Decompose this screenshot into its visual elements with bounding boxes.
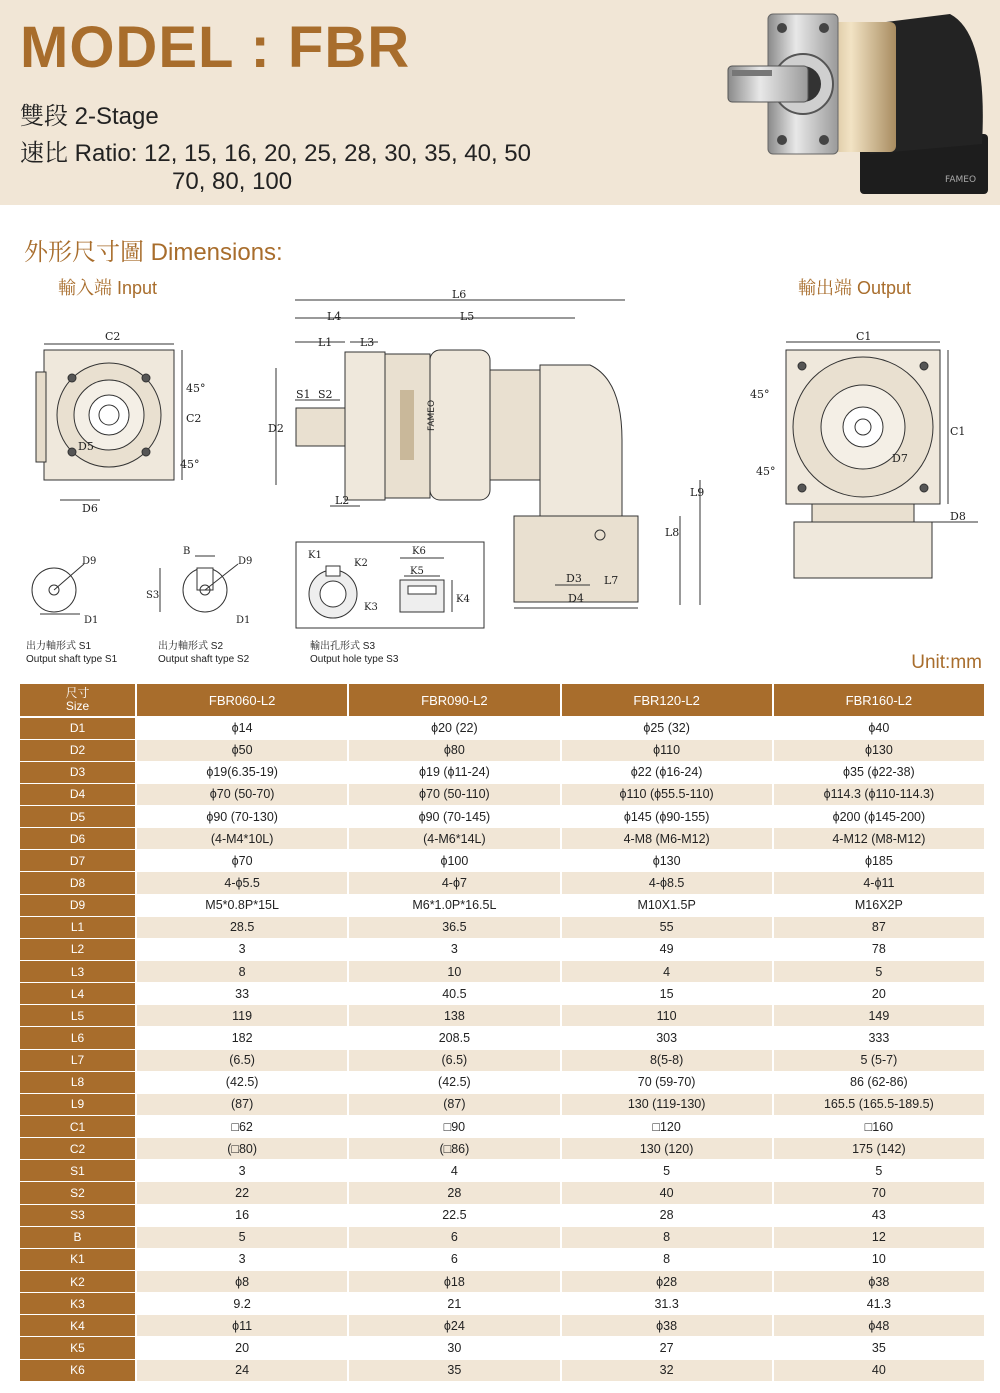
table-cell: 30 — [348, 1337, 560, 1359]
row-label: D2 — [19, 739, 136, 761]
table-row — [19, 1071, 985, 1093]
table-row — [19, 1359, 985, 1381]
table-cell: 40 — [773, 1359, 985, 1381]
table-cell: ϕ80 — [348, 739, 560, 761]
label-l1: L1 — [318, 336, 333, 349]
output-side-label: 輸出端 Output — [798, 278, 912, 298]
header-band — [0, 0, 1000, 205]
label-s2: S2 — [318, 388, 333, 401]
dimension-drawings — [0, 280, 1000, 680]
row-label: L4 — [19, 983, 136, 1005]
table-cell: (42.5) — [348, 1071, 560, 1093]
table-cell: (4-M4*10L) — [136, 828, 348, 850]
table-cell: ϕ18 — [348, 1271, 560, 1293]
table-cell: (87) — [136, 1093, 348, 1115]
label-k6: K6 — [412, 546, 426, 557]
label-d7: D7 — [892, 452, 908, 465]
label-45-out-upper: 45° — [750, 388, 770, 401]
label-d1-s1: D1 — [84, 615, 99, 626]
table-row — [19, 717, 985, 739]
table-row — [19, 894, 985, 916]
table-cell: ϕ22 (ϕ16-24) — [561, 761, 773, 783]
caption-s2-cn: 出力軸形式 S2 — [158, 641, 224, 652]
row-label: L7 — [19, 1049, 136, 1071]
table-cell: 4-ϕ7 — [348, 872, 560, 894]
label-s3: S3 — [146, 590, 160, 601]
label-l2: L2 — [335, 494, 350, 507]
table-cell: □62 — [136, 1116, 348, 1138]
table-cell: ϕ19(6.35-19) — [136, 761, 348, 783]
table-row — [19, 1271, 985, 1293]
table-cell: 40.5 — [348, 983, 560, 1005]
label-45-lower: 45° — [180, 458, 200, 471]
row-label: L5 — [19, 1005, 136, 1027]
caption-s3-en: Output hole type S3 — [310, 654, 399, 665]
row-label: L3 — [19, 961, 136, 983]
table-cell: 10 — [773, 1248, 985, 1270]
table-cell: 175 (142) — [773, 1138, 985, 1160]
row-label: K3 — [19, 1293, 136, 1315]
table-cell: 20 — [136, 1337, 348, 1359]
table-row — [19, 1093, 985, 1115]
gearbox-product-photo — [720, 4, 990, 200]
table-row — [19, 961, 985, 983]
row-label: D6 — [19, 828, 136, 850]
table-row — [19, 761, 985, 783]
row-label: K2 — [19, 1271, 136, 1293]
brand-mark: FAMEO — [945, 175, 977, 185]
label-k5: K5 — [410, 566, 424, 577]
size-header-cn: 尺寸 — [65, 686, 90, 700]
table-cell: (6.5) — [136, 1049, 348, 1071]
label-l6: L6 — [452, 288, 467, 301]
table-cell: (87) — [348, 1093, 560, 1115]
table-cell: 31.3 — [561, 1293, 773, 1315]
table-row — [19, 1293, 985, 1315]
row-label: C1 — [19, 1116, 136, 1138]
label-d1-s2: D1 — [236, 615, 251, 626]
table-row — [19, 828, 985, 850]
label-k4: K4 — [456, 594, 470, 605]
table-cell: ϕ48 — [773, 1315, 985, 1337]
table-cell: ϕ20 (22) — [348, 717, 560, 739]
table-cell: ϕ114.3 (ϕ110-114.3) — [773, 783, 985, 805]
table-cell: 40 — [561, 1182, 773, 1204]
row-label: L1 — [19, 916, 136, 938]
table-cell: (6.5) — [348, 1049, 560, 1071]
table-cell: 22.5 — [348, 1204, 560, 1226]
side-brand-mark: FAMEO — [427, 399, 437, 431]
table-cell: ϕ110 — [561, 739, 773, 761]
table-row — [19, 1226, 985, 1248]
table-cell: 28 — [561, 1204, 773, 1226]
table-cell: 4 — [348, 1160, 560, 1182]
output-end-view — [786, 342, 978, 578]
row-label: D7 — [19, 850, 136, 872]
table-cell: 149 — [773, 1005, 985, 1027]
table-cell: 32 — [561, 1359, 773, 1381]
table-cell: 333 — [773, 1027, 985, 1049]
table-row — [19, 1160, 985, 1182]
table-cell: ϕ70 (50-70) — [136, 783, 348, 805]
label-s1: S1 — [296, 388, 311, 401]
row-label: K4 — [19, 1315, 136, 1337]
table-cell: 43 — [773, 1204, 985, 1226]
table-cell: 35 — [348, 1359, 560, 1381]
table-cell: ϕ110 (ϕ55.5-110) — [561, 783, 773, 805]
table-cell: 28 — [348, 1182, 560, 1204]
table-cell: 6 — [348, 1226, 560, 1248]
label-l3: L3 — [360, 336, 375, 349]
input-end-view — [36, 344, 182, 500]
table-cell: ϕ130 — [561, 850, 773, 872]
table-row — [19, 850, 985, 872]
spec-table-body — [19, 717, 985, 1381]
row-label: D8 — [19, 872, 136, 894]
table-row — [19, 916, 985, 938]
table-cell: 6 — [348, 1248, 560, 1270]
table-cell: 4-ϕ8.5 — [561, 872, 773, 894]
label-d9-s2: D9 — [238, 556, 253, 567]
table-cell: M16X2P — [773, 894, 985, 916]
table-row — [19, 1138, 985, 1160]
table-cell: 165.5 (165.5-189.5) — [773, 1093, 985, 1115]
table-cell: ϕ40 — [773, 717, 985, 739]
caption-s2 — [158, 640, 249, 666]
table-cell: ϕ14 — [136, 717, 348, 739]
table-cell: ϕ11 — [136, 1315, 348, 1337]
shaft-type-s2 — [160, 556, 238, 612]
column-header: FBR160-L2 — [773, 683, 985, 717]
table-row — [19, 1248, 985, 1270]
table-cell: 5 — [773, 961, 985, 983]
table-cell: 110 — [561, 1005, 773, 1027]
table-row — [19, 1337, 985, 1359]
label-c2-side: C2 — [186, 412, 202, 425]
table-cell: 78 — [773, 938, 985, 960]
label-d8: D8 — [950, 510, 966, 523]
table-cell: 3 — [136, 938, 348, 960]
table-cell: 10 — [348, 961, 560, 983]
label-k1: K1 — [308, 550, 322, 561]
table-cell: 12 — [773, 1226, 985, 1248]
table-cell: 138 — [348, 1005, 560, 1027]
label-c1-side: C1 — [950, 425, 966, 438]
input-side-label: 輸入端 Input — [58, 278, 158, 298]
spec-table — [18, 682, 986, 1382]
table-cell: 208.5 — [348, 1027, 560, 1049]
table-cell: 4-M8 (M6-M12) — [561, 828, 773, 850]
ratio-text-continued: 70, 80, 100 — [172, 168, 293, 195]
column-header: FBR090-L2 — [348, 683, 560, 717]
table-row — [19, 1182, 985, 1204]
label-l9: L9 — [690, 486, 705, 499]
row-label: D4 — [19, 783, 136, 805]
row-label: L6 — [19, 1027, 136, 1049]
caption-s2-en: Output shaft type S2 — [158, 654, 250, 665]
label-d2: D2 — [268, 422, 284, 435]
table-cell: 130 (120) — [561, 1138, 773, 1160]
column-header: FBR060-L2 — [136, 683, 348, 717]
label-d9-s1: D9 — [82, 556, 97, 567]
row-label: L8 — [19, 1071, 136, 1093]
row-label: S2 — [19, 1182, 136, 1204]
table-cell: 8(5-8) — [561, 1049, 773, 1071]
table-row — [19, 806, 985, 828]
table-cell: 16 — [136, 1204, 348, 1226]
table-cell: 20 — [773, 983, 985, 1005]
table-cell: ϕ24 — [348, 1315, 560, 1337]
table-row — [19, 1315, 985, 1337]
table-cell: 4-M12 (M8-M12) — [773, 828, 985, 850]
label-c1-top: C1 — [856, 330, 872, 343]
side-view — [276, 300, 700, 608]
table-row — [19, 783, 985, 805]
label-l5: L5 — [460, 310, 475, 323]
table-cell: M10X1.5P — [561, 894, 773, 916]
row-label: L2 — [19, 938, 136, 960]
table-cell: ϕ145 (ϕ90-155) — [561, 806, 773, 828]
table-cell: ϕ25 (32) — [561, 717, 773, 739]
label-l4: L4 — [327, 310, 342, 323]
table-cell: 4-ϕ11 — [773, 872, 985, 894]
row-label: K6 — [19, 1359, 136, 1381]
table-cell: □120 — [561, 1116, 773, 1138]
table-cell: (4-M6*14L) — [348, 828, 560, 850]
table-cell: (□86) — [348, 1138, 560, 1160]
table-row — [19, 1116, 985, 1138]
size-header — [19, 683, 136, 717]
row-label: B — [19, 1226, 136, 1248]
shaft-type-s1 — [32, 564, 84, 614]
table-cell: M6*1.0P*16.5L — [348, 894, 560, 916]
table-cell: 303 — [561, 1027, 773, 1049]
table-cell: 182 — [136, 1027, 348, 1049]
size-header-en: Size — [65, 699, 90, 713]
table-cell: ϕ19 (ϕ11-24) — [348, 761, 560, 783]
row-label: L9 — [19, 1093, 136, 1115]
label-45-upper: 45° — [186, 382, 206, 395]
hole-type-s3 — [296, 542, 484, 628]
label-k3: K3 — [364, 602, 378, 613]
table-cell: 4 — [561, 961, 773, 983]
label-k2: K2 — [354, 558, 368, 569]
table-cell: ϕ70 — [136, 850, 348, 872]
table-row — [19, 872, 985, 894]
row-label: C2 — [19, 1138, 136, 1160]
table-cell: 119 — [136, 1005, 348, 1027]
table-cell: □160 — [773, 1116, 985, 1138]
table-cell: ϕ8 — [136, 1271, 348, 1293]
label-b: B — [183, 546, 191, 557]
caption-s3 — [310, 640, 398, 666]
table-cell: ϕ130 — [773, 739, 985, 761]
table-cell: ϕ35 (ϕ22-38) — [773, 761, 985, 783]
table-cell: 35 — [773, 1337, 985, 1359]
table-cell: 3 — [136, 1160, 348, 1182]
table-cell: 9.2 — [136, 1293, 348, 1315]
label-l7: L7 — [604, 574, 619, 587]
table-cell: 28.5 — [136, 916, 348, 938]
table-cell: 87 — [773, 916, 985, 938]
table-row — [19, 739, 985, 761]
row-label: K1 — [19, 1248, 136, 1270]
caption-s1 — [26, 640, 117, 666]
table-cell: 36.5 — [348, 916, 560, 938]
table-cell: 5 — [773, 1160, 985, 1182]
table-cell: ϕ70 (50-110) — [348, 783, 560, 805]
table-row — [19, 1049, 985, 1071]
table-cell: 8 — [561, 1248, 773, 1270]
table-cell: 49 — [561, 938, 773, 960]
table-cell: 130 (119-130) — [561, 1093, 773, 1115]
model-title: MODEL : FBR — [20, 15, 411, 80]
table-row — [19, 1204, 985, 1226]
table-cell: (□80) — [136, 1138, 348, 1160]
table-cell: 8 — [136, 961, 348, 983]
table-cell: 15 — [561, 983, 773, 1005]
table-cell: 8 — [561, 1226, 773, 1248]
row-label: D1 — [19, 717, 136, 739]
table-row — [19, 1005, 985, 1027]
table-cell: ϕ38 — [561, 1315, 773, 1337]
table-cell: 3 — [348, 938, 560, 960]
label-d5: D5 — [78, 440, 94, 453]
row-label: S3 — [19, 1204, 136, 1226]
caption-s1-en: Output shaft type S1 — [26, 654, 118, 665]
label-d6: D6 — [82, 502, 98, 515]
row-label: D5 — [19, 806, 136, 828]
table-cell: 5 — [136, 1226, 348, 1248]
caption-s1-cn: 出力軸形式 S1 — [26, 641, 92, 652]
table-row — [19, 938, 985, 960]
table-cell: 3 — [136, 1248, 348, 1270]
table-cell: 70 (59-70) — [561, 1071, 773, 1093]
column-header: FBR120-L2 — [561, 683, 773, 717]
label-l8: L8 — [665, 526, 680, 539]
table-cell: 21 — [348, 1293, 560, 1315]
label-c2-top: C2 — [105, 330, 121, 343]
table-cell: ϕ90 (70-145) — [348, 806, 560, 828]
table-cell: 33 — [136, 983, 348, 1005]
table-header-row — [19, 683, 985, 717]
table-cell: 86 (62-86) — [773, 1071, 985, 1093]
row-label: D3 — [19, 761, 136, 783]
unit-label: Unit:mm — [911, 652, 982, 673]
table-cell: 55 — [561, 916, 773, 938]
table-cell: ϕ28 — [561, 1271, 773, 1293]
row-label: D9 — [19, 894, 136, 916]
table-cell: □90 — [348, 1116, 560, 1138]
table-cell: 24 — [136, 1359, 348, 1381]
table-cell: (42.5) — [136, 1071, 348, 1093]
table-cell: 41.3 — [773, 1293, 985, 1315]
table-cell: ϕ185 — [773, 850, 985, 872]
label-d3: D3 — [566, 572, 582, 585]
table-cell: ϕ90 (70-130) — [136, 806, 348, 828]
table-cell: 5 (5-7) — [773, 1049, 985, 1071]
table-cell: 5 — [561, 1160, 773, 1182]
table-cell: ϕ50 — [136, 739, 348, 761]
table-cell: ϕ38 — [773, 1271, 985, 1293]
row-label: S1 — [19, 1160, 136, 1182]
dimensions-title: 外形尺寸圖 Dimensions: — [24, 239, 283, 266]
ratio-text: 速比 Ratio: 12, 15, 16, 20, 25, 28, 30, 35, 40, 50 — [20, 140, 532, 167]
label-45-out-lower: 45° — [756, 465, 776, 478]
table-cell: 22 — [136, 1182, 348, 1204]
table-cell: ϕ100 — [348, 850, 560, 872]
table-cell: ϕ200 (ϕ145-200) — [773, 806, 985, 828]
table-cell: 4-ϕ5.5 — [136, 872, 348, 894]
row-label: K5 — [19, 1337, 136, 1359]
stage-text: 雙段 2-Stage — [20, 103, 159, 130]
table-cell: 70 — [773, 1182, 985, 1204]
label-d4: D4 — [568, 592, 584, 605]
table-row — [19, 1027, 985, 1049]
table-cell: 27 — [561, 1337, 773, 1359]
table-row — [19, 983, 985, 1005]
caption-s3-cn: 輸出孔形式 S3 — [310, 641, 376, 652]
table-cell: M5*0.8P*15L — [136, 894, 348, 916]
